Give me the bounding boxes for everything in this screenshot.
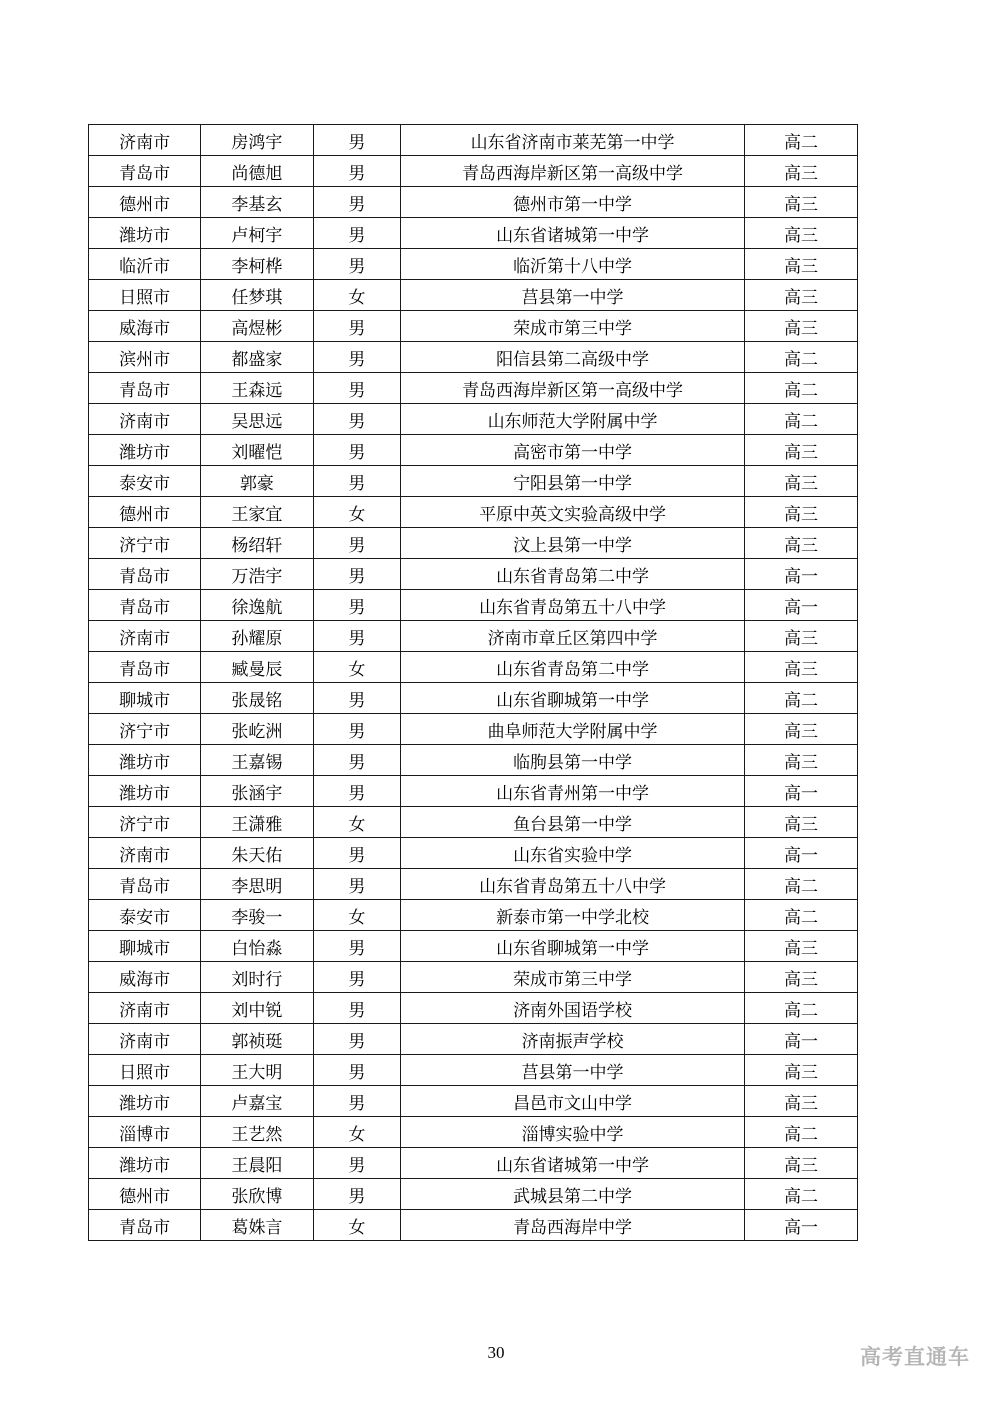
table-cell-name: 王晨阳 bbox=[201, 1148, 313, 1179]
table-row bbox=[89, 404, 858, 435]
table-cell-school: 山东省青州第一中学 bbox=[401, 776, 745, 807]
table-cell-gender: 男 bbox=[313, 621, 401, 652]
table-cell-name: 李思明 bbox=[201, 869, 313, 900]
table-row bbox=[89, 807, 858, 838]
table-cell-gender: 男 bbox=[313, 187, 401, 218]
table-cell-city: 青岛市 bbox=[89, 373, 201, 404]
table-cell-grade: 高三 bbox=[744, 156, 857, 187]
table-cell-name: 杨绍轩 bbox=[201, 528, 313, 559]
table-cell-school: 山东省实验中学 bbox=[401, 838, 745, 869]
table-cell-grade: 高三 bbox=[744, 280, 857, 311]
table-cell-school: 青岛西海岸中学 bbox=[401, 1210, 745, 1241]
table-cell-gender: 男 bbox=[313, 1179, 401, 1210]
table-cell-name: 郭祯珽 bbox=[201, 1024, 313, 1055]
table-cell-grade: 高二 bbox=[744, 683, 857, 714]
table-cell-school: 高密市第一中学 bbox=[401, 435, 745, 466]
table-cell-school: 山东省青岛第二中学 bbox=[401, 559, 745, 590]
table-cell-city: 青岛市 bbox=[89, 1210, 201, 1241]
table-cell-grade: 高三 bbox=[744, 745, 857, 776]
table-cell-gender: 女 bbox=[313, 900, 401, 931]
table-cell-city: 济宁市 bbox=[89, 528, 201, 559]
table-cell-grade: 高三 bbox=[744, 807, 857, 838]
table-cell-name: 尚德旭 bbox=[201, 156, 313, 187]
table-row bbox=[89, 559, 858, 590]
table-row bbox=[89, 838, 858, 869]
table-cell-gender: 男 bbox=[313, 1024, 401, 1055]
table-cell-gender: 男 bbox=[313, 1055, 401, 1086]
table-cell-city: 济南市 bbox=[89, 1024, 201, 1055]
table-cell-name: 万浩宇 bbox=[201, 559, 313, 590]
table-cell-gender: 男 bbox=[313, 249, 401, 280]
table-cell-school: 济南外国语学校 bbox=[401, 993, 745, 1024]
table-cell-school: 山东省聊城第一中学 bbox=[401, 931, 745, 962]
table-row bbox=[89, 590, 858, 621]
table-row bbox=[89, 1055, 858, 1086]
table-cell-city: 青岛市 bbox=[89, 652, 201, 683]
table-cell-city: 青岛市 bbox=[89, 590, 201, 621]
table-cell-name: 李基玄 bbox=[201, 187, 313, 218]
table-cell-name: 刘中锐 bbox=[201, 993, 313, 1024]
table-cell-grade: 高二 bbox=[744, 373, 857, 404]
table-cell-name: 王大明 bbox=[201, 1055, 313, 1086]
table-cell-gender: 男 bbox=[313, 156, 401, 187]
table-cell-school: 德州市第一中学 bbox=[401, 187, 745, 218]
student-roster-table bbox=[88, 124, 858, 1241]
table-row bbox=[89, 466, 858, 497]
table-cell-grade: 高三 bbox=[744, 962, 857, 993]
table-row bbox=[89, 373, 858, 404]
table-cell-school: 曲阜师范大学附属中学 bbox=[401, 714, 745, 745]
table-row bbox=[89, 1086, 858, 1117]
table-cell-gender: 男 bbox=[313, 683, 401, 714]
table-cell-school: 济南振声学校 bbox=[401, 1024, 745, 1055]
table-cell-school: 山东省青岛第二中学 bbox=[401, 652, 745, 683]
table-cell-school: 山东省聊城第一中学 bbox=[401, 683, 745, 714]
table-cell-gender: 女 bbox=[313, 280, 401, 311]
table-cell-grade: 高二 bbox=[744, 869, 857, 900]
table-cell-school: 山东省济南市莱芜第一中学 bbox=[401, 125, 745, 156]
table-cell-gender: 男 bbox=[313, 528, 401, 559]
table-cell-grade: 高三 bbox=[744, 497, 857, 528]
table-cell-city: 济南市 bbox=[89, 993, 201, 1024]
table-cell-city: 青岛市 bbox=[89, 156, 201, 187]
table-cell-school: 青岛西海岸新区第一高级中学 bbox=[401, 156, 745, 187]
table-cell-city: 潍坊市 bbox=[89, 435, 201, 466]
table-cell-school: 山东省诸城第一中学 bbox=[401, 1148, 745, 1179]
table-cell-name: 臧曼辰 bbox=[201, 652, 313, 683]
table-cell-grade: 高一 bbox=[744, 1210, 857, 1241]
table-cell-gender: 男 bbox=[313, 559, 401, 590]
table-cell-name: 郭豪 bbox=[201, 466, 313, 497]
table-cell-name: 王潇雅 bbox=[201, 807, 313, 838]
table-cell-gender: 男 bbox=[313, 745, 401, 776]
table-cell-school: 昌邑市文山中学 bbox=[401, 1086, 745, 1117]
table-cell-gender: 男 bbox=[313, 404, 401, 435]
table-cell-gender: 男 bbox=[313, 931, 401, 962]
table-cell-name: 高煜彬 bbox=[201, 311, 313, 342]
table-cell-city: 济南市 bbox=[89, 838, 201, 869]
table-cell-grade: 高二 bbox=[744, 1179, 857, 1210]
table-row bbox=[89, 280, 858, 311]
table-cell-city: 德州市 bbox=[89, 1179, 201, 1210]
table-row bbox=[89, 497, 858, 528]
table-cell-grade: 高三 bbox=[744, 621, 857, 652]
table-cell-name: 白怡淼 bbox=[201, 931, 313, 962]
table-cell-name: 王艺然 bbox=[201, 1117, 313, 1148]
table-cell-school: 荣成市第三中学 bbox=[401, 311, 745, 342]
table-cell-name: 张晟铭 bbox=[201, 683, 313, 714]
table-cell-name: 卢柯宇 bbox=[201, 218, 313, 249]
table-cell-grade: 高一 bbox=[744, 559, 857, 590]
table-cell-name: 葛姝言 bbox=[201, 1210, 313, 1241]
table-cell-school: 平原中英文实验高级中学 bbox=[401, 497, 745, 528]
table-cell-grade: 高三 bbox=[744, 931, 857, 962]
table-row bbox=[89, 249, 858, 280]
table-row bbox=[89, 993, 858, 1024]
table-cell-grade: 高三 bbox=[744, 528, 857, 559]
table-cell-gender: 女 bbox=[313, 497, 401, 528]
table-row bbox=[89, 1210, 858, 1241]
table-cell-gender: 男 bbox=[313, 373, 401, 404]
table-cell-gender: 男 bbox=[313, 218, 401, 249]
table-cell-name: 徐逸航 bbox=[201, 590, 313, 621]
table-cell-school: 青岛西海岸新区第一高级中学 bbox=[401, 373, 745, 404]
table-row bbox=[89, 962, 858, 993]
table-cell-school: 新泰市第一中学北校 bbox=[401, 900, 745, 931]
table-cell-name: 李骏一 bbox=[201, 900, 313, 931]
table-row bbox=[89, 342, 858, 373]
table-cell-school: 武城县第二中学 bbox=[401, 1179, 745, 1210]
table-cell-name: 孙耀原 bbox=[201, 621, 313, 652]
table-cell-name: 张欣博 bbox=[201, 1179, 313, 1210]
table-cell-gender: 男 bbox=[313, 590, 401, 621]
table-cell-gender: 女 bbox=[313, 652, 401, 683]
table-row bbox=[89, 311, 858, 342]
table-cell-grade: 高三 bbox=[744, 1148, 857, 1179]
table-cell-grade: 高三 bbox=[744, 187, 857, 218]
table-cell-name: 李柯桦 bbox=[201, 249, 313, 280]
table-cell-city: 滨州市 bbox=[89, 342, 201, 373]
table-cell-city: 潍坊市 bbox=[89, 745, 201, 776]
table-cell-gender: 男 bbox=[313, 311, 401, 342]
table-cell-city: 泰安市 bbox=[89, 466, 201, 497]
table-cell-name: 任梦琪 bbox=[201, 280, 313, 311]
table-row bbox=[89, 652, 858, 683]
table-cell-city: 德州市 bbox=[89, 497, 201, 528]
table-cell-city: 济宁市 bbox=[89, 714, 201, 745]
table-cell-gender: 男 bbox=[313, 838, 401, 869]
table-cell-grade: 高三 bbox=[744, 652, 857, 683]
table-cell-city: 济南市 bbox=[89, 621, 201, 652]
table-cell-grade: 高二 bbox=[744, 404, 857, 435]
table-cell-name: 王家宜 bbox=[201, 497, 313, 528]
table-cell-school: 临朐县第一中学 bbox=[401, 745, 745, 776]
table-cell-gender: 男 bbox=[313, 125, 401, 156]
table-cell-grade: 高三 bbox=[744, 1086, 857, 1117]
table-row bbox=[89, 125, 858, 156]
watermark-logo: 高考直通车 bbox=[860, 1346, 970, 1369]
table-cell-city: 日照市 bbox=[89, 1055, 201, 1086]
table-cell-gender: 男 bbox=[313, 962, 401, 993]
table-cell-city: 青岛市 bbox=[89, 559, 201, 590]
table-cell-grade: 高二 bbox=[744, 342, 857, 373]
table-cell-school: 荣成市第三中学 bbox=[401, 962, 745, 993]
table-cell-city: 聊城市 bbox=[89, 931, 201, 962]
table-cell-grade: 高一 bbox=[744, 838, 857, 869]
table-cell-school: 鱼台县第一中学 bbox=[401, 807, 745, 838]
table-cell-grade: 高三 bbox=[744, 311, 857, 342]
table-cell-city: 济南市 bbox=[89, 125, 201, 156]
table-cell-city: 潍坊市 bbox=[89, 776, 201, 807]
table-cell-school: 汶上县第一中学 bbox=[401, 528, 745, 559]
table-row bbox=[89, 745, 858, 776]
table-cell-name: 房鸿宇 bbox=[201, 125, 313, 156]
table-cell-city: 聊城市 bbox=[89, 683, 201, 714]
table-cell-city: 威海市 bbox=[89, 311, 201, 342]
table-cell-city: 潍坊市 bbox=[89, 218, 201, 249]
table-cell-school: 济南市章丘区第四中学 bbox=[401, 621, 745, 652]
table-row bbox=[89, 869, 858, 900]
table-row bbox=[89, 714, 858, 745]
table-cell-grade: 高二 bbox=[744, 900, 857, 931]
table-cell-gender: 男 bbox=[313, 466, 401, 497]
table-cell-school: 山东师范大学附属中学 bbox=[401, 404, 745, 435]
table-row bbox=[89, 218, 858, 249]
table-cell-gender: 男 bbox=[313, 776, 401, 807]
table-cell-grade: 高一 bbox=[744, 776, 857, 807]
table-cell-gender: 女 bbox=[313, 807, 401, 838]
table-row bbox=[89, 528, 858, 559]
table-cell-gender: 男 bbox=[313, 435, 401, 466]
table-cell-gender: 男 bbox=[313, 1086, 401, 1117]
table-cell-gender: 男 bbox=[313, 714, 401, 745]
table-cell-city: 淄博市 bbox=[89, 1117, 201, 1148]
table-cell-name: 王嘉锡 bbox=[201, 745, 313, 776]
table-cell-grade: 高三 bbox=[744, 1055, 857, 1086]
table-cell-name: 刘曜恺 bbox=[201, 435, 313, 466]
table-cell-name: 张涵宇 bbox=[201, 776, 313, 807]
table-cell-city: 潍坊市 bbox=[89, 1086, 201, 1117]
table-cell-city: 济宁市 bbox=[89, 807, 201, 838]
table-cell-school: 山东省青岛第五十八中学 bbox=[401, 869, 745, 900]
table-cell-gender: 女 bbox=[313, 1210, 401, 1241]
table-cell-name: 都盛家 bbox=[201, 342, 313, 373]
table-cell-school: 临沂第十八中学 bbox=[401, 249, 745, 280]
table-cell-name: 卢嘉宝 bbox=[201, 1086, 313, 1117]
table-cell-city: 青岛市 bbox=[89, 869, 201, 900]
table-row bbox=[89, 900, 858, 931]
table-cell-grade: 高三 bbox=[744, 249, 857, 280]
table-cell-city: 济南市 bbox=[89, 404, 201, 435]
table-cell-school: 山东省青岛第五十八中学 bbox=[401, 590, 745, 621]
table-cell-city: 临沂市 bbox=[89, 249, 201, 280]
table-cell-name: 朱天佑 bbox=[201, 838, 313, 869]
table-row bbox=[89, 187, 858, 218]
table-cell-grade: 高一 bbox=[744, 590, 857, 621]
table-row bbox=[89, 1148, 858, 1179]
student-roster-body bbox=[89, 125, 858, 1241]
table-row bbox=[89, 683, 858, 714]
table-cell-grade: 高二 bbox=[744, 125, 857, 156]
table-cell-city: 威海市 bbox=[89, 962, 201, 993]
table-cell-name: 张屹洲 bbox=[201, 714, 313, 745]
table-cell-gender: 男 bbox=[313, 342, 401, 373]
table-cell-city: 德州市 bbox=[89, 187, 201, 218]
table-row bbox=[89, 435, 858, 466]
table-row bbox=[89, 1117, 858, 1148]
table-cell-grade: 高三 bbox=[744, 714, 857, 745]
table-cell-grade: 高三 bbox=[744, 466, 857, 497]
table-cell-grade: 高三 bbox=[744, 218, 857, 249]
table-cell-school: 山东省诸城第一中学 bbox=[401, 218, 745, 249]
table-row bbox=[89, 156, 858, 187]
table-cell-school: 莒县第一中学 bbox=[401, 280, 745, 311]
table-row bbox=[89, 621, 858, 652]
table-row bbox=[89, 776, 858, 807]
table-cell-name: 吴思远 bbox=[201, 404, 313, 435]
table-row bbox=[89, 1179, 858, 1210]
page-number: 30 bbox=[487, 1343, 505, 1362]
table-cell-school: 莒县第一中学 bbox=[401, 1055, 745, 1086]
table-cell-name: 王森远 bbox=[201, 373, 313, 404]
table-cell-grade: 高二 bbox=[744, 993, 857, 1024]
table-cell-school: 阳信县第二高级中学 bbox=[401, 342, 745, 373]
table-cell-city: 日照市 bbox=[89, 280, 201, 311]
table-cell-gender: 男 bbox=[313, 1148, 401, 1179]
table-cell-city: 潍坊市 bbox=[89, 1148, 201, 1179]
table-cell-grade: 高二 bbox=[744, 1117, 857, 1148]
table-row bbox=[89, 931, 858, 962]
table-cell-school: 宁阳县第一中学 bbox=[401, 466, 745, 497]
table-cell-gender: 男 bbox=[313, 993, 401, 1024]
table-cell-name: 刘时行 bbox=[201, 962, 313, 993]
table-cell-grade: 高三 bbox=[744, 435, 857, 466]
table-cell-school: 淄博实验中学 bbox=[401, 1117, 745, 1148]
table-cell-grade: 高一 bbox=[744, 1024, 857, 1055]
table-row bbox=[89, 1024, 858, 1055]
table-cell-gender: 女 bbox=[313, 1117, 401, 1148]
table-cell-gender: 男 bbox=[313, 869, 401, 900]
table-cell-city: 泰安市 bbox=[89, 900, 201, 931]
